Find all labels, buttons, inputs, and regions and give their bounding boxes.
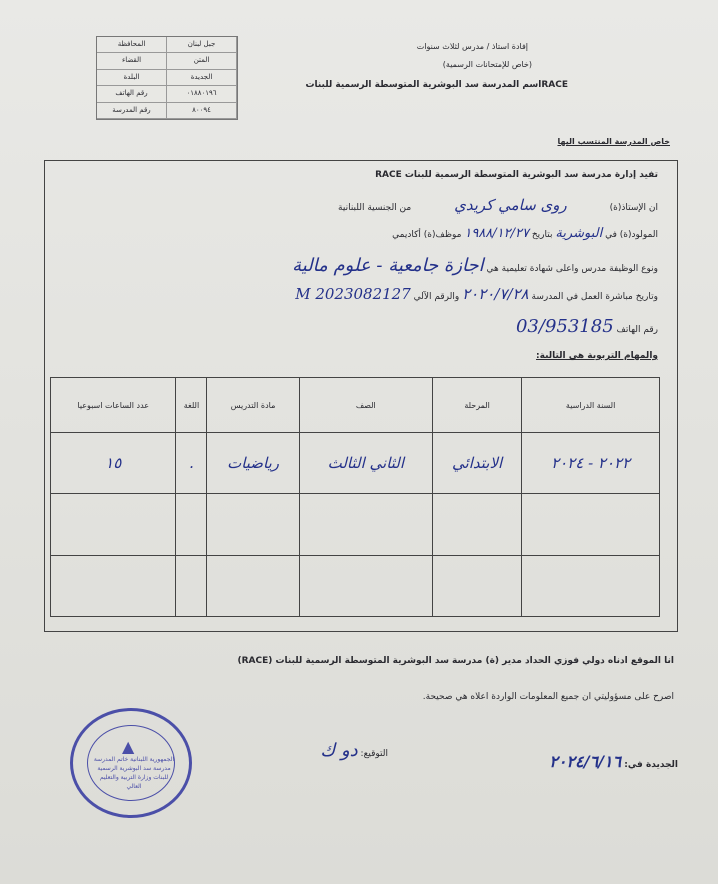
stamp-text: الجمهورية اللبنانية خاتم المدرسة مدرسة سد البوشرية الرسمية للبنات وزارة التربية والتعليم العالي	[93, 756, 175, 790]
table-row	[51, 555, 660, 616]
nationality: من الجنسية اللبنانية	[338, 203, 412, 213]
column-header: السنة الدراسية	[522, 378, 660, 433]
info-value: المتن	[167, 53, 237, 69]
info-value: ٠١٨٨٠١٩٦	[167, 86, 237, 102]
employee-label: موظف(ة) أكاديمي	[392, 230, 462, 240]
school-info-box	[96, 36, 238, 120]
born-label: المولود(ة) في	[605, 230, 658, 240]
table-cell: ١٥	[51, 433, 176, 494]
info-value: ٨٠٠٩٤	[167, 103, 237, 119]
stamp-cedar-icon: ▲	[122, 737, 135, 756]
header-school-name: RACEاسم المدرسة سد البوشرية المتوسطة الرسمية للبنات	[305, 80, 568, 90]
born-place: البوشرية	[555, 226, 603, 241]
info-label: رقم المدرسة	[97, 103, 167, 119]
column-header: مادة التدريس	[207, 378, 299, 433]
degree: اجازة جامعية - علوم مالية	[292, 255, 484, 276]
intro-line: تفيد إدارة مدرسة سد البوشرية المتوسطة الرسمية للبنات RACE	[375, 170, 658, 180]
header-title: إفادة استاذ / مدرس لثلاث سنوات	[416, 42, 528, 51]
auto-no: M 2023082127	[295, 285, 411, 303]
table-row	[51, 494, 660, 555]
date-line	[549, 752, 678, 771]
tasks-label: والمهام التربوية هي التالية:	[536, 351, 658, 361]
start-line	[295, 285, 658, 303]
place-date-label: الجديدة في:	[624, 760, 678, 770]
column-header: عدد الساعات اسبوعيا	[51, 378, 176, 433]
info-label: رقم الهاتف	[97, 86, 167, 102]
table-row	[51, 433, 660, 494]
start-date: ٢٠٢٠/٧/٢٨	[462, 285, 529, 303]
job-type-label: ونوع الوظيفة مدرس واعلى شهادة تعليمية هي	[486, 264, 658, 274]
signature: دو ك	[320, 740, 358, 761]
column-header: اللغة	[176, 378, 207, 433]
teacher-label: ان الإستاذ(ة)	[609, 203, 658, 213]
start-label: وتاريخ مباشرة العمل في المدرسة	[531, 292, 658, 302]
info-value: جبل لبنان	[167, 37, 237, 53]
info-label: القضاء	[97, 53, 167, 69]
born-date-label: بتاريخ	[531, 230, 553, 240]
table-cell: رياضيات	[207, 433, 299, 494]
table-cell: ٢٠٢٢ - ٢٠٢٤	[522, 433, 660, 494]
declaration-line-1: انا الموقع ادناه دولي فوزي الحداد مدير (ة) مدرسة سد البوشرية المتوسطة الرسمية للبنات (RACE)	[237, 656, 674, 666]
job-line	[292, 255, 658, 276]
special-heading: خاص المدرسة المنتسب اليها	[557, 137, 670, 146]
teacher-name: روى سامي كريدي	[454, 196, 567, 214]
phone-line	[516, 316, 658, 337]
teacher-line	[338, 196, 658, 214]
school-stamp	[70, 708, 192, 818]
place-date: ٢٠٢٤/٦/١٦	[549, 752, 622, 771]
declaration-line-2: اصرح على مسؤوليتي ان جميع المعلومات الواردة اعلاه هي صحيحة.	[422, 692, 674, 702]
table-header-row	[51, 378, 660, 433]
born-date: ١٩٨٨/١٢/٢٧	[464, 226, 529, 241]
info-label: المحافظة	[97, 37, 167, 53]
table-cell: .	[176, 433, 207, 494]
info-value: الجديدة	[167, 70, 237, 86]
info-label: البلدة	[97, 70, 167, 86]
auto-no-label: والرقم الآلي	[413, 292, 460, 302]
column-header: المرحلة	[433, 378, 522, 433]
column-header: الصف	[299, 378, 432, 433]
signature-line	[320, 740, 388, 761]
duties-table	[50, 377, 660, 617]
table-cell: الثاني الثالث	[299, 433, 432, 494]
born-line	[392, 226, 658, 241]
table-cell: الابتدائي	[433, 433, 522, 494]
phone-label: رقم الهاتف	[616, 325, 658, 335]
header-subtitle: (خاص للإمتحانات الرسمية)	[442, 60, 532, 69]
phone-number: 03/953185	[515, 316, 614, 337]
signature-label: التوقيع:	[360, 749, 388, 759]
